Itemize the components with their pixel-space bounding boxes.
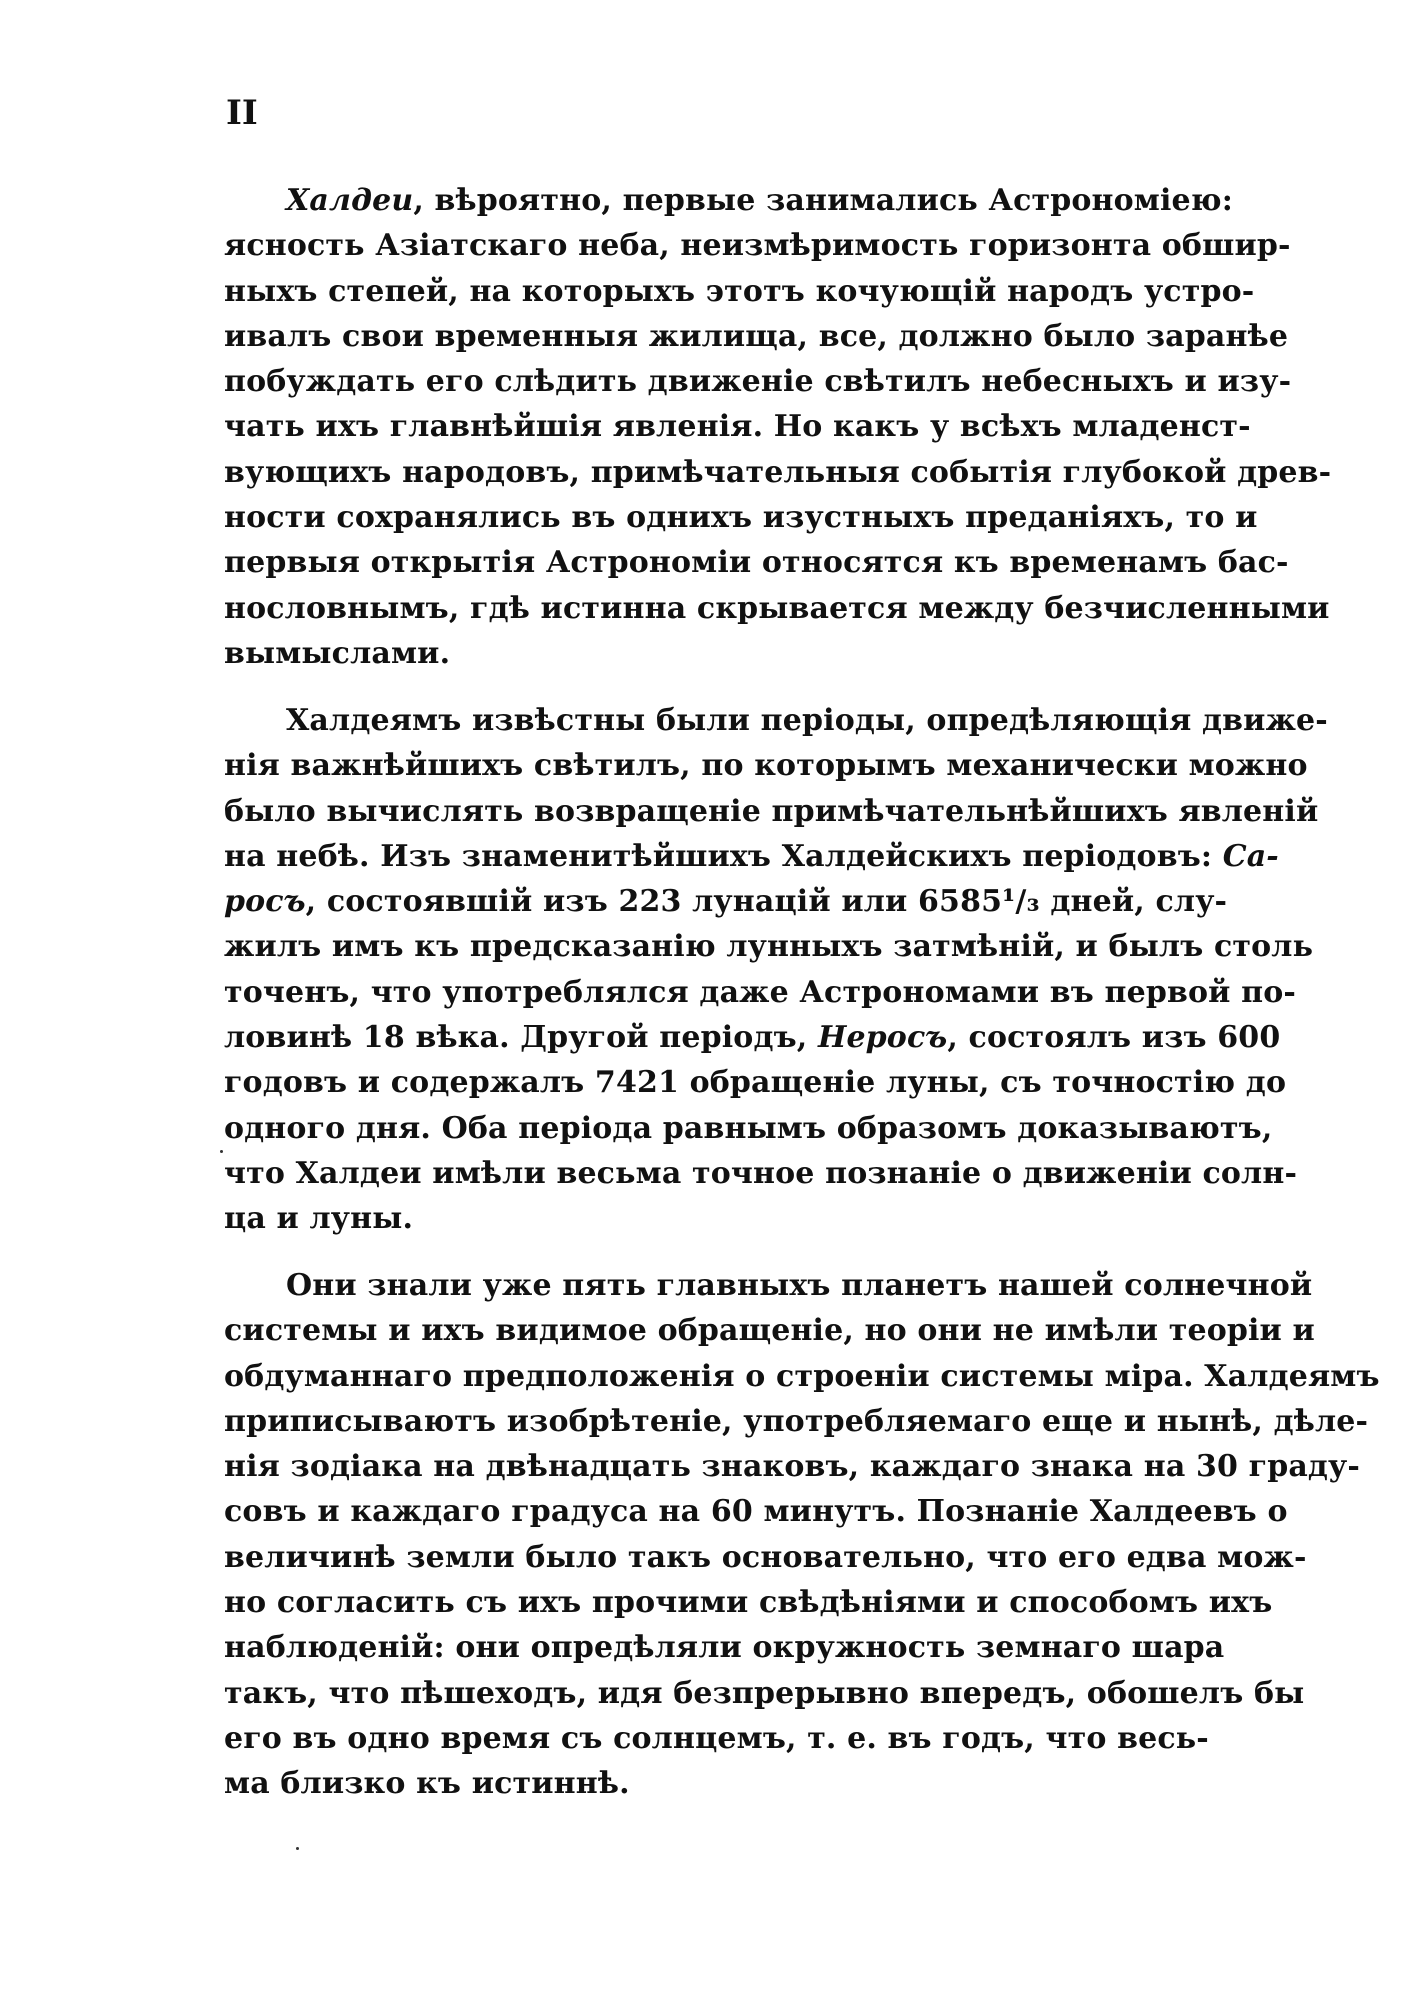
text-line: ловинѣ 18 вѣка. Другой періодъ, Неросъ, состоялъ изъ 600 [224, 1020, 1281, 1056]
text-line: обдуманнаго предположенія о строеніи системы міра. Халдеямъ [224, 1358, 1380, 1394]
text-line: ности сохранялись въ однихъ изустныхъ преданіяхъ, то и [224, 500, 1258, 536]
text-line: наблюденій: они опредѣляли окружность земнаго шара [224, 1630, 1225, 1666]
text-line: системы и ихъ видимое обращеніе, но они не имѣли теоріи и [224, 1313, 1315, 1349]
italic-term: Халдеи [286, 183, 414, 218]
text-line: Халдеи, вѣроятно, первые занимались Астрономіею: [286, 183, 1233, 218]
text-line: нія важнѣйшихъ свѣтилъ, по которымъ механически можно [224, 748, 1308, 784]
text-line: было вычислять возвращеніе примѣчательнѣйшихъ явленій [224, 793, 1319, 829]
text-line: но согласить съ ихъ прочими свѣдѣніями и способомъ ихъ [224, 1585, 1273, 1621]
italic-term: росъ [224, 884, 306, 920]
text-line: одного дня. Оба періода равнымъ образомъ доказываютъ, [224, 1110, 1273, 1146]
text-line: на небѣ. Изъ знаменитѣйшихъ Халдейскихъ періодовъ: Са- [224, 838, 1279, 874]
page-number: II [226, 93, 258, 133]
text-line: чать ихъ главнѣйшія явленія. Но какъ у всѣхъ младенст- [224, 409, 1251, 445]
text-line: Халдеямъ извѣстны были періоды, опредѣляющія движе- [286, 703, 1328, 738]
text-line: жилъ имъ къ предсказанію лунныхъ затмѣній, и былъ столь [224, 929, 1314, 965]
text-line: нія зодіака на двѣнадцать знаковъ, каждаго знака на 30 граду- [224, 1449, 1361, 1485]
text-line: Они знали уже пять главныхъ планетъ нашей солнечной [286, 1268, 1313, 1303]
text-line: приписываютъ изобрѣтеніе, употребляемаго еще и нынѣ, дѣле- [224, 1403, 1369, 1439]
paragraph-chaldean-periods [224, 698, 1328, 1242]
text-line: ма близко къ истиннѣ. [224, 1766, 630, 1802]
scan-speck [296, 1847, 299, 1850]
text-line: вымыслами. [224, 635, 451, 671]
text-line: что Халдеи имѣли весьма точное познаніе о движеніи солн- [224, 1155, 1298, 1191]
paragraph-planets-zodiac [224, 1263, 1380, 1807]
text-line: величинѣ земли было такъ основательно, что его едва мож- [224, 1539, 1307, 1575]
text-line: годовъ и содержалъ 7421 обращеніе луны, съ точностію до [224, 1065, 1287, 1101]
text-line: совъ и каждаго градуса на 60 минутъ. Познаніе Халдеевъ о [224, 1494, 1288, 1530]
text-line: вующихъ народовъ, примѣчательныя событія глубокой древ- [224, 454, 1332, 490]
scan-speck [220, 1150, 223, 1153]
text-line: такъ, что пѣшеходъ, идя безпрерывно впередъ, обошелъ бы [224, 1675, 1305, 1711]
text-line: ца и луны. [224, 1201, 414, 1237]
text-line: побуждать его слѣдить движеніе свѣтилъ небесныхъ и изу- [224, 364, 1292, 400]
text-line: ясность Азіатскаго неба, неизмѣримость горизонта обшир- [224, 228, 1291, 264]
text-line: ивалъ свои временныя жилища, все, должно было заранѣе [224, 318, 1289, 354]
text-line: его въ одно время съ солнцемъ, т. е. въ годъ, что весь- [224, 1720, 1209, 1756]
text-line: точенъ, что употреблялся даже Астрономами въ первой по- [224, 974, 1296, 1010]
italic-term: Са- [1222, 838, 1279, 874]
italic-term: Неросъ [817, 1020, 948, 1056]
text-line: нословнымъ, гдѣ истинна скрывается между безчисленными [224, 590, 1330, 626]
text-line: ныхъ степей, на которыхъ этотъ кочующій народъ устро- [224, 273, 1255, 309]
text-line: первыя открытія Астрономіи относятся къ временамъ бас- [224, 545, 1289, 581]
text-line: росъ, состоявшій изъ 223 лунацій или 6585¹/₃ дней, слу- [224, 884, 1228, 920]
paragraph-chaldeans-astronomy [224, 178, 1332, 676]
